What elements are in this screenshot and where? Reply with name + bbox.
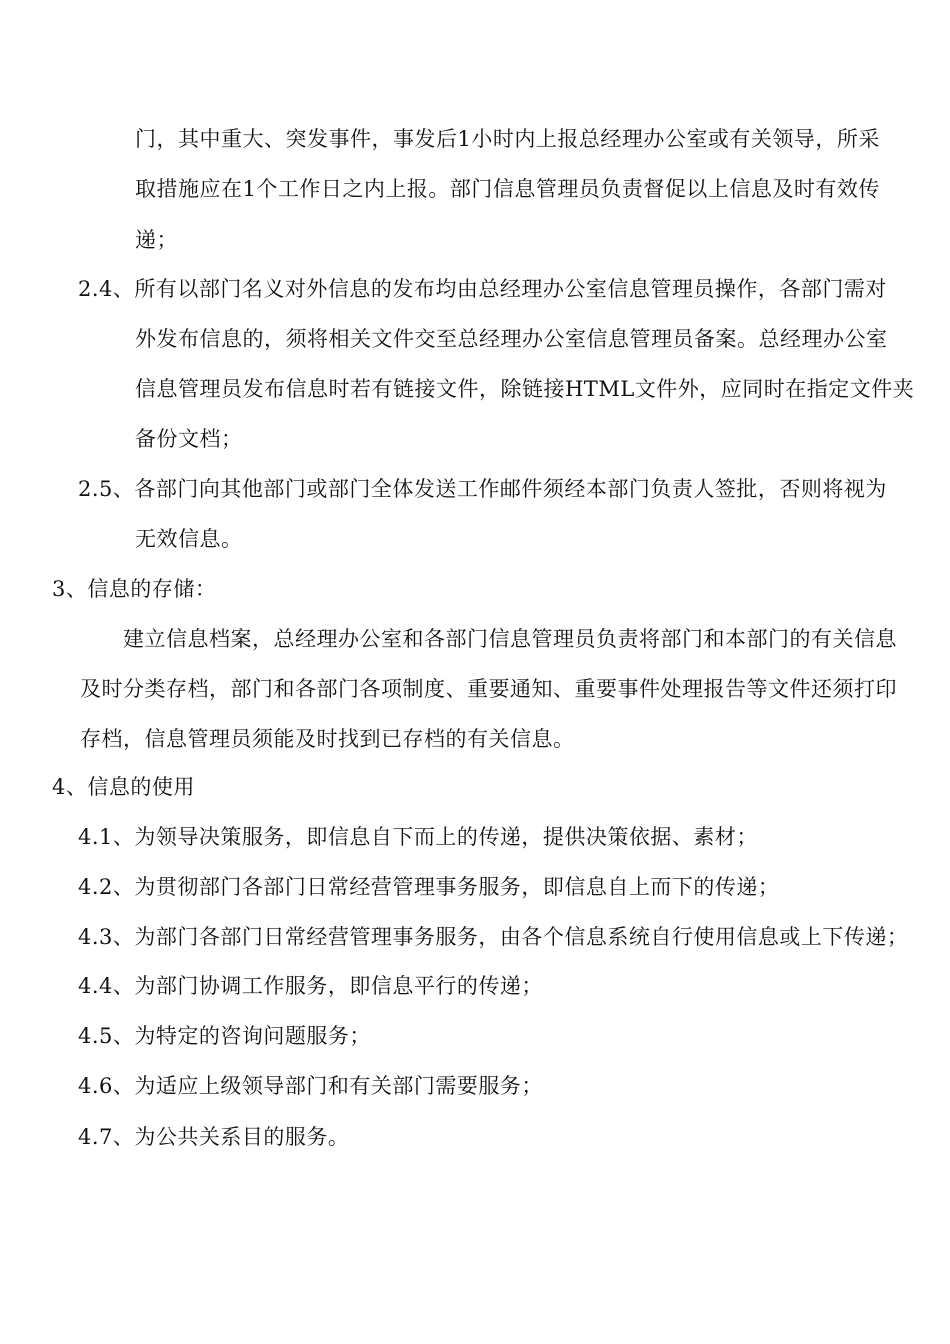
list-item: 4.5、为特定的咨询问题服务；	[78, 1024, 371, 1048]
list-item: 4.6、为适应上级领导部门和有关部门需要服务；	[78, 1074, 543, 1098]
text-line: 2.5、各部门向其他部门或部门全体发送工作邮件须经本部门负责人签批，否则将视为	[78, 477, 887, 501]
list-item: 4.3、为部门各部门日常经营管理事务服务，由各个信息系统自行使用信息或上下传递；	[78, 925, 909, 949]
section-heading: 4、信息的使用	[52, 775, 195, 799]
text-line: 2.4、所有以部门名义对外信息的发布均由总经理办公室信息管理员操作，各部门需对	[78, 277, 887, 301]
text-line: 无效信息。	[135, 527, 243, 551]
text-line: 及时分类存档，部门和各部门各项制度、重要通知、重要事件处理报告等文件还须打印	[80, 677, 897, 701]
text-line: 信息管理员发布信息时若有链接文件，除链接HTML文件外，应同时在指定文件夹	[135, 377, 915, 401]
text-line: 递；	[135, 228, 178, 252]
text-line: 门，其中重大、突发事件，事发后1小时内上报总经理办公室或有关领导，所采	[135, 127, 880, 151]
text-line: 建立信息档案，总经理办公室和各部门信息管理员负责将部门和本部门的有关信息	[123, 627, 897, 651]
text-line: 备份文档；	[135, 427, 243, 451]
list-item: 4.2、为贯彻部门各部门日常经营管理事务服务，即信息自上而下的传递；	[78, 875, 780, 899]
text-line: 存档，信息管理员须能及时找到已存档的有关信息。	[80, 727, 575, 751]
text-line: 取措施应在1个工作日之内上报。部门信息管理员负责督促以上信息及时有效传	[135, 177, 880, 201]
section-heading: 3、信息的存储：	[52, 577, 217, 601]
list-item: 4.1、为领导决策服务，即信息自下而上的传递，提供决策依据、素材；	[78, 825, 758, 849]
list-item: 4.7、为公共关系目的服务。	[78, 1125, 350, 1149]
list-item: 4.4、为部门协调工作服务，即信息平行的传递；	[78, 974, 543, 998]
text-line: 外发布信息的，须将相关文件交至总经理办公室信息管理员备案。总经理办公室	[135, 327, 888, 351]
